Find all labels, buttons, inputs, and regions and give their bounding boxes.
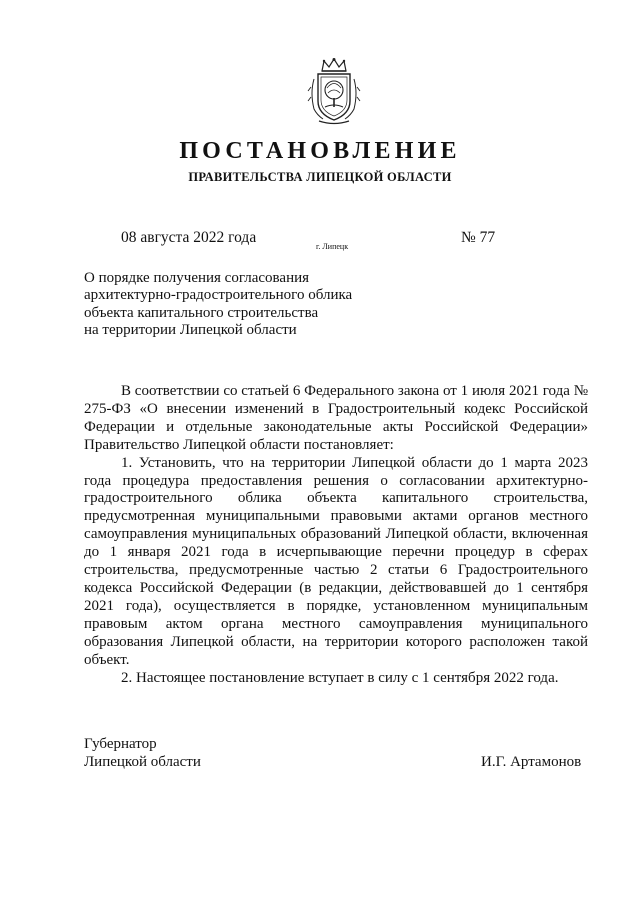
heading-line: объекта капитального строительства (84, 304, 319, 321)
document-heading (84, 270, 384, 340)
signer-position (84, 736, 201, 772)
signer-name: И.Г. Артамонов (481, 754, 582, 770)
document-city: г. Липецк (316, 242, 349, 251)
document-body (84, 383, 588, 687)
heading-line: архитектурно-градостроительного облика (84, 287, 353, 304)
document-number: № 77 (461, 229, 496, 246)
document-title: ПОСТАНОВЛЕНИЕ (179, 138, 461, 164)
clause-1-paragraph: 1. Установить, что на территории Липецкой области до 1 марта 2023 года процедура предоставления решения о согласовании архитектурно-градостроительного облика объекта капитального строительства, предусмотренная муниципальными правовыми актами органов местного самоуправления муниципальных образований Липецкой области, включенная до 1 января 2021 года в исчерпывающие перечни процедур в сферах строительства, предусмотренные частью 2 статьи 6 Градостроительного кодекса Российской Федерации (в редакции, действовавшей до 1 сентября 2021 года), осуществляется в порядке, установленном муниципальным правовым актом органа местного самоуправления муниципального образования Липецкой области, на территории которого расположен такой объект. (84, 454, 588, 668)
heading-line: на территории Липецкой области (84, 322, 297, 339)
signer-position-line: Липецкой области (84, 753, 201, 770)
heading-line: О порядке получения согласования (84, 270, 310, 286)
lipetsk-coat-of-arms-icon (305, 57, 363, 125)
signer-position-line: Губернатор (84, 736, 157, 752)
document-date: 08 августа 2022 года (121, 229, 257, 246)
issuing-authority: ПРАВИТЕЛЬСТВА ЛИПЕЦКОЙ ОБЛАСТИ (188, 170, 452, 184)
clause-2-paragraph: 2. Настоящее постановление вступает в силу с 1 сентября 2022 года. (121, 669, 559, 686)
preamble-paragraph: В соответствии со статьей 6 Федерального закона от 1 июля 2021 года № 275-ФЗ «О внесении изменений в Градостроительный кодекс Российской Федерации и отдельные законодательные акты Российской Федерации» Правительство Липецкой области постановляет: (84, 383, 588, 453)
